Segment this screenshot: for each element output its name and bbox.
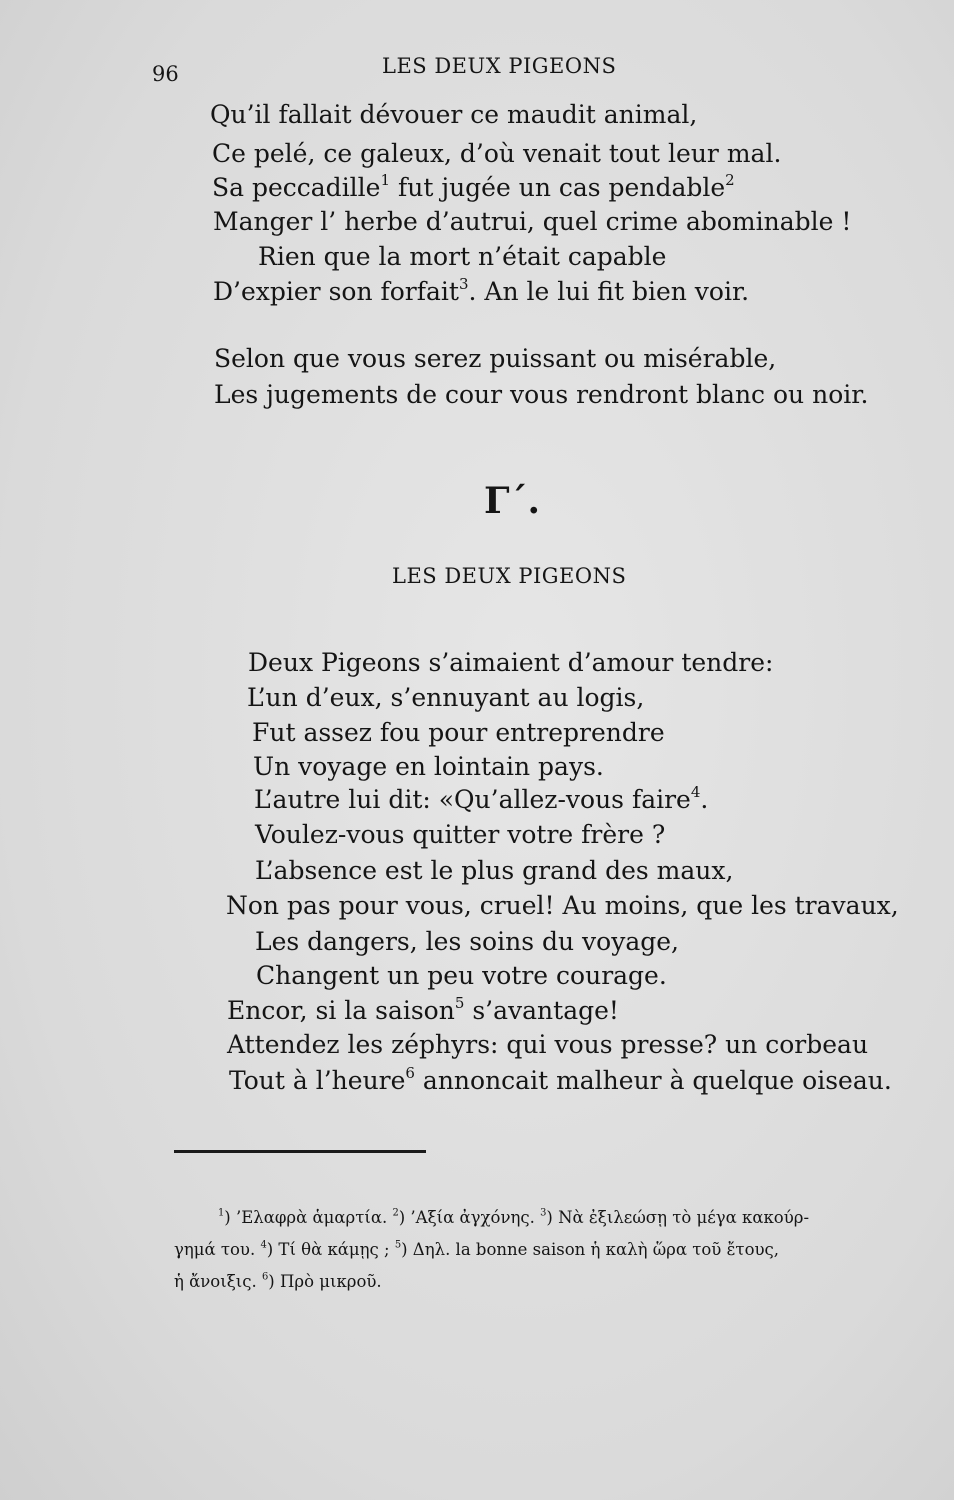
section-title: LES DEUX PIGEONS xyxy=(392,564,627,588)
verse-line: L’autre lui dit: «Qu’allez-vous faire$^4$. xyxy=(254,782,709,814)
verse-line: Tout à l’heure$^6$ annoncait malheur à quelque oiseau. xyxy=(229,1063,892,1095)
footnote-ref: 3 xyxy=(458,274,469,293)
verse-line: Qu’il fallait dévouer ce maudit animal, xyxy=(210,100,698,129)
section-number: Γ΄. xyxy=(484,480,541,522)
running-title: LES DEUX PIGEONS xyxy=(382,54,617,78)
footnote-line: γημά του. $^4$) Τί θὰ κάμῃς ; $^5$) Δηλ. la bonne saison ἡ καλὴ ὥρα τοῦ ἔτους, xyxy=(174,1239,780,1259)
footnote-ref: 6 xyxy=(405,1063,415,1082)
verse-line: Attendez les zéphyrs: qui vous presse? un corbeau xyxy=(227,1030,869,1059)
verse-line: Ce pelé, ce galeux, d’où venait tout leur mal. xyxy=(212,139,782,168)
verse-line: Un voyage en lointain pays. xyxy=(253,752,604,781)
footnote-line: $^1$) ’Ελαφρὰ ἁμαρτία. $^2$) ’Αξία ἀγχόνης. $^3$) Νὰ ἐξιλεώσῃ τὸ μέγα κακούρ- xyxy=(218,1207,810,1227)
verse-line: Non pas pour vous, cruel! Au moins, que les travaux, xyxy=(226,891,899,920)
verse-line: Manger l’ herbe d’autrui, quel crime abominable ! xyxy=(213,207,852,236)
verse-line: Encor, si la saison$^5$ s’avantage! xyxy=(227,993,619,1025)
footnote-ref: 1 xyxy=(380,170,391,189)
verse-line: L’absence est le plus grand des maux, xyxy=(255,856,734,885)
verse-line: Deux Pigeons s’aimaient d’amour tendre: xyxy=(248,648,774,677)
verse-line: D’expier son forfait$^3$. An le lui fit bien voir. xyxy=(213,274,750,306)
verse-line: Les jugements de cour vous rendront blanc ou noir. xyxy=(214,380,869,409)
verse-line: Changent un peu votre courage. xyxy=(256,961,667,990)
verse-line: Fut assez fou pour entreprendre xyxy=(252,718,665,747)
footnote-ref: 5 xyxy=(454,993,465,1012)
verse-line: Voulez-vous quitter votre frère ? xyxy=(255,820,666,849)
footnote-line: ἡ ἄνοιξις. $^6$) Πρὸ μικροῦ. xyxy=(174,1271,382,1291)
footnote-ref: 4 xyxy=(690,782,701,801)
verse-line: Sa peccadille$^1$ fut jugée un cas pendable$^2$ xyxy=(212,170,735,202)
verse-line: Les dangers, les soins du voyage, xyxy=(255,927,679,956)
verse-line: L’un d’eux, s’ennuyant au logis, xyxy=(247,683,645,712)
verse-line: Rien que la mort n’était capable xyxy=(258,242,667,271)
footnote-rule xyxy=(174,1150,426,1153)
page-number: 96 xyxy=(152,62,179,86)
verse-line: Selon que vous serez puissant ou misérable, xyxy=(214,344,777,373)
footnote-ref: 2 xyxy=(725,170,735,189)
